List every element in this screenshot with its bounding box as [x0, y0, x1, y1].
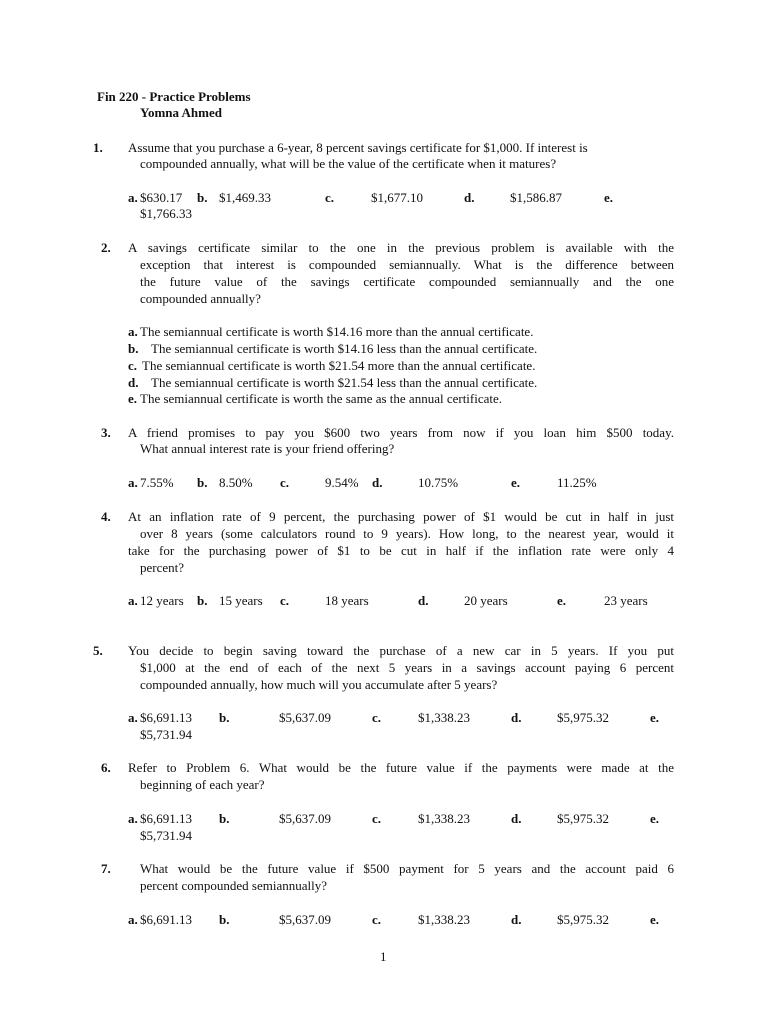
question-text — [128, 508, 674, 525]
option-letter: c. — [372, 912, 382, 927]
option-text: The semiannual certificate is worth $21.54 less than the annual certificate. — [151, 375, 538, 390]
question-number: 3. — [101, 425, 111, 440]
option-letter: c. — [280, 593, 290, 608]
question-text-line: compounded annually, what will be the value of the certificate when it matures? — [140, 156, 557, 171]
option-value: $5,975.32 — [557, 710, 609, 725]
option-letter: c. — [280, 475, 290, 490]
option-letter: e. — [650, 811, 660, 826]
question-text-line: What would be the future value if $500 payment for 5 years and the account paid 6 — [140, 861, 674, 876]
option-letter: c. — [325, 190, 335, 205]
question-number: 4. — [101, 509, 111, 524]
question-text-line: You decide to begin saving toward the purchase of a new car in 5 years. If you put — [128, 643, 674, 658]
option-value: $1,338.23 — [418, 912, 470, 927]
option-letter: c. — [372, 710, 382, 725]
option-letter: d. — [464, 190, 475, 205]
option-letter: a. — [128, 912, 138, 927]
option-letter: b. — [219, 710, 230, 725]
question-text — [140, 525, 674, 542]
option-text: The semiannual certificate is worth $14.16 less than the annual certificate. — [151, 341, 538, 356]
option-value: $1,338.23 — [418, 811, 470, 826]
option-value: $6,691.13 — [140, 912, 192, 927]
option-value: 11.25% — [557, 475, 597, 490]
option-letter: b. — [197, 593, 208, 608]
option-text: The semiannual certificate is worth the same as the annual certificate. — [140, 391, 503, 406]
question-text — [128, 424, 674, 441]
document-title: Fin 220 - Practice Problems — [97, 89, 251, 104]
question-text-line: percent compounded semiannually? — [140, 878, 327, 893]
option-value: $1,677.10 — [371, 190, 423, 205]
question-number: 7. — [101, 861, 111, 876]
option-value: 9.54% — [325, 475, 359, 490]
question-number: 2. — [101, 240, 111, 255]
question-text-line: A savings certificate similar to the one in the previous problem is available with the — [128, 240, 674, 255]
option-value: $5,975.32 — [557, 912, 609, 927]
option-value: 15 years — [219, 593, 263, 608]
option-value: $5,637.09 — [279, 710, 331, 725]
question-text-line: Assume that you purchase a 6-year, 8 percent savings certificate for $1,000. If interest is — [128, 140, 588, 155]
option-letter: a. — [128, 710, 138, 725]
question-text — [128, 542, 674, 559]
option-value: 23 years — [604, 593, 648, 608]
option-value: $5,975.32 — [557, 811, 609, 826]
option-letter: b. — [219, 811, 230, 826]
option-letter: b. — [197, 190, 208, 205]
question-text-line: compounded annually, how much will you accumulate after 5 years? — [140, 677, 498, 692]
option-letter: e. — [511, 475, 521, 490]
question-text-line: At an inflation rate of 9 percent, the purchasing power of $1 would be cut in half in just — [128, 509, 674, 524]
option-letter: e. — [557, 593, 567, 608]
option-value: $630.17 — [140, 190, 183, 205]
option-text: The semiannual certificate is worth $14.16 more than the annual certificate. — [140, 324, 534, 339]
option-letter: e. — [650, 912, 660, 927]
option-letter: d. — [511, 811, 522, 826]
option-letter: a. — [128, 811, 138, 826]
question-text-line: beginning of each year? — [140, 777, 265, 792]
option-letter: b. — [197, 475, 208, 490]
question-text-line: over 8 years (some calculators round to 9 years). How long, to the nearest year, would it — [140, 526, 674, 541]
question-number: 1. — [93, 140, 103, 155]
option-value: 10.75% — [418, 475, 459, 490]
option-letter: a. — [128, 593, 138, 608]
option-letter: d. — [511, 912, 522, 927]
question-text — [128, 642, 674, 659]
option-text: The semiannual certificate is worth $21.54 more than the annual certificate. — [142, 358, 536, 373]
option-value: 8.50% — [219, 475, 253, 490]
option-letter: e. — [604, 190, 614, 205]
question-text-line: $1,000 at the end of each of the next 5 years in a savings account paying 6 percent — [140, 660, 674, 675]
option-letter: d. — [372, 475, 383, 490]
option-value: $1,586.87 — [510, 190, 562, 205]
question-text-line: What annual interest rate is your friend offering? — [140, 441, 395, 456]
option-value: $1,766.33 — [140, 206, 192, 221]
option-letter: d. — [511, 710, 522, 725]
option-value: 7.55% — [140, 475, 174, 490]
question-number: 6. — [101, 760, 111, 775]
option-value: 20 years — [464, 593, 508, 608]
option-letter: d. — [128, 375, 139, 390]
question-text-line: compounded annually? — [140, 291, 261, 306]
question-text — [140, 860, 674, 877]
option-value: $6,691.13 — [140, 710, 192, 725]
option-value: $5,637.09 — [279, 811, 331, 826]
option-letter: a. — [128, 324, 138, 339]
option-letter: b. — [128, 341, 139, 356]
option-letter: c. — [372, 811, 382, 826]
option-letter: b. — [219, 912, 230, 927]
question-text-line: take for the purchasing power of $1 to be cut in half if the inflation rate were only 4 — [128, 543, 674, 558]
question-number: 5. — [93, 643, 103, 658]
option-value: 18 years — [325, 593, 369, 608]
question-text — [128, 759, 674, 776]
option-value: $5,731.94 — [140, 727, 192, 742]
question-text — [140, 659, 674, 693]
option-letter: a. — [128, 190, 138, 205]
option-value: $1,338.23 — [418, 710, 470, 725]
page-number: 1 — [380, 949, 387, 964]
option-letter: c. — [128, 358, 138, 373]
question-text-line: exception that interest is compounded semiannually. What is the difference between — [140, 257, 674, 272]
question-text-line: percent? — [140, 560, 185, 575]
option-value: 12 years — [140, 593, 184, 608]
option-letter: a. — [128, 475, 138, 490]
question-text-line: Refer to Problem 6. What would be the future value if the payments were made at the — [128, 760, 674, 775]
option-value: $6,691.13 — [140, 811, 192, 826]
author-name: Yomna Ahmed — [140, 105, 222, 120]
question-text — [140, 256, 674, 307]
option-value: $5,637.09 — [279, 912, 331, 927]
question-text — [128, 239, 674, 256]
question-text-line: A friend promises to pay you $600 two years from now if you loan him $500 today. — [128, 425, 674, 440]
option-letter: e. — [128, 391, 138, 406]
question-text-line: the future value of the savings certificate compounded semiannually and the one — [140, 274, 674, 289]
option-value: $1,469.33 — [219, 190, 271, 205]
option-letter: e. — [650, 710, 660, 725]
option-letter: d. — [418, 593, 429, 608]
option-value: $5,731.94 — [140, 828, 192, 843]
